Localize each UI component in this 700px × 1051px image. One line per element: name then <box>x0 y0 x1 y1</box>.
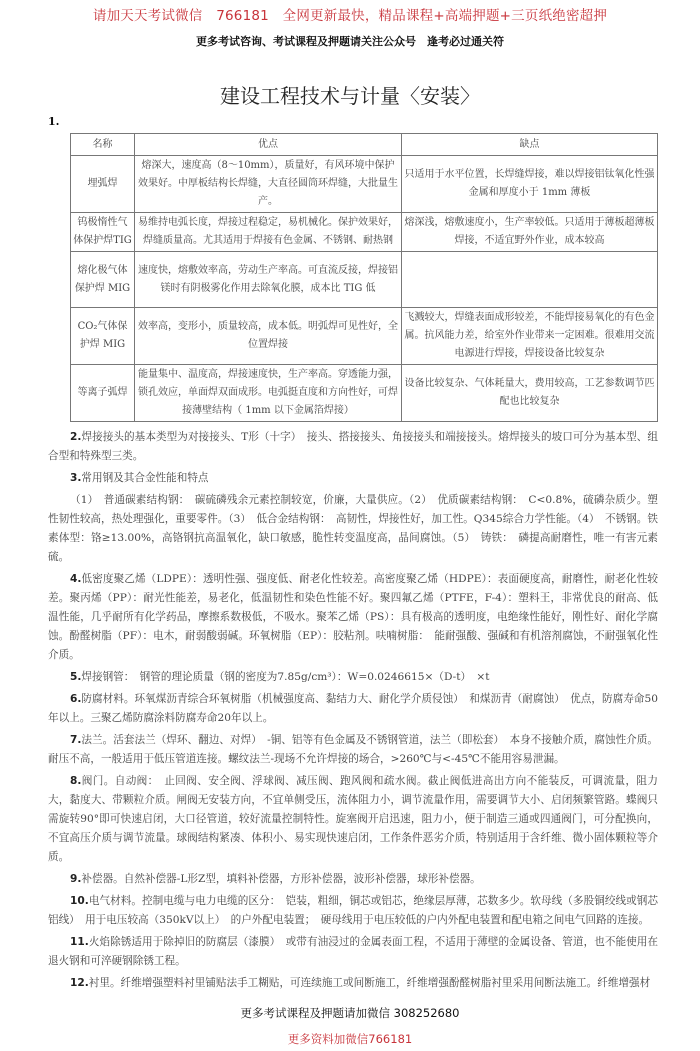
paragraph-10 <box>48 892 658 930</box>
cell-name: 熔化极气体保护焊 MIG <box>71 252 135 308</box>
question-number: 1. <box>48 115 60 128</box>
paragraph-number: 7. <box>70 734 82 746</box>
document-body <box>48 115 658 993</box>
paragraph-7 <box>48 731 658 769</box>
header-name: 名称 <box>71 134 135 156</box>
ad-banner-subscribe: 更多考试咨询、考试课程及押题请关注公众号 逢考必过通关符 <box>196 35 504 48</box>
paragraph-text: 补偿器。自然补偿器-L形Z型，填料补偿器，方形补偿器，波形补偿器，球形补偿器。 <box>81 873 481 885</box>
cell-pros: 易维持电弧长度，焊接过程稳定，易机械化。保护效果好，焊缝质量高。尤其适用于焊接有色金属、不锈钢、耐热钢 <box>135 213 402 252</box>
paragraph-2 <box>48 428 658 466</box>
cell-name: 等离子弧焊 <box>71 365 135 422</box>
paragraph-text: 法兰。活套法兰（焊环、翻边、对焊） -铜、铝等有色金属及不锈钢管道，法兰（即松套） 本身不接触介质，腐蚀性介质。耐压不高，一般适用于低压管道连接。螺纹法兰-现场不允许焊接的场合，>260℃与<-45℃不能用容易泄漏。 <box>48 734 658 765</box>
table-row <box>71 156 658 213</box>
paragraph-number: 6. <box>70 693 82 705</box>
paragraph-number: 9. <box>70 873 82 885</box>
paragraph-text: 常用钢及其合金性能和特点 <box>81 472 209 484</box>
cell-name: CO₂气体保护焊 MIG <box>71 308 135 365</box>
paragraph-text: （1） 普通碳素结构钢： 碳硫磷残余元素控制较宽，价廉，大量供应。（2） 优质碳素结构钢： C<0.8%，硫磷杂质少。塑性韧性较高，热处理强化，重要零件。（3） 低合金结构钢： 高韧性，焊接性好，加工性。Q345综合力学性能。（4） 不锈钢。铁素体型：铬≥13.00%，高铬钢抗高温氧化，缺口敏感，脆性转变温度高，晶间腐蚀。（5） 铸铁： 磷提高耐磨性，唯一有害元素硫。 <box>48 494 658 563</box>
paragraph-11 <box>48 933 658 971</box>
paragraph-number: 12. <box>70 977 89 989</box>
paragraph-text: 焊接钢管： 钢管的理论质量（钢的密度为7.85g/cm³）：W=0.0246615×（D-t） ×t <box>81 671 490 683</box>
paragraph-3-detail <box>48 491 658 567</box>
cell-pros: 速度快，熔敷效率高，劳动生产率高。可直流反接，焊接铝镁时有阴极雾化作用去除氧化膜，成本比 TIG 低 <box>135 252 402 308</box>
paragraph-text: 火焰除锈适用于除掉旧的防腐层（漆膜） 或带有油浸过的金属表面工程，不适用于薄壁的金属设备、管道，也不能使用在退火钢和可淬硬钢除锈工程。 <box>48 936 658 967</box>
paragraph-number: 11. <box>70 936 89 948</box>
table-row <box>71 252 658 308</box>
table-row <box>71 308 658 365</box>
table-row <box>71 213 658 252</box>
cell-cons <box>402 252 658 308</box>
paragraph-number: 3. <box>70 472 82 484</box>
paragraph-5 <box>48 668 658 687</box>
paragraph-number: 5. <box>70 671 82 683</box>
cell-cons: 熔深浅，熔敷速度小，生产率较低。只适用于薄板超薄板焊接，不适宜野外作业，成本较高 <box>402 213 658 252</box>
cell-pros: 熔深大，速度高（8～10mm），质量好，有风环境中保护效果好。中厚板结构长焊缝，大直径圆筒环焊缝，大批量生产。 <box>135 156 402 213</box>
cell-cons: 飞溅较大，焊缝表面成形较差，不能焊接易氧化的有色金属。抗风能力差，给室外作业带来一定困难。很难用交流电源进行焊接，焊接设备比较复杂 <box>402 308 658 365</box>
paragraph-3 <box>48 469 658 488</box>
document-title: 建设工程技术与计量〈安装〉 <box>220 84 480 108</box>
paragraph-number: 8. <box>70 775 82 787</box>
paragraph-text: 电气材料。控制电缆与电力电缆的区分： 铠装，粗细，铜芯或铝芯，绝缘层厚薄，芯数多少。软母线（多股铜绞线或钢芯铝线） 用于电压较高（350kV以上） 的户外配电装置； 硬母线用于电压较低的户内外配电装置和配电箱之间电气回路的连接。 <box>48 895 658 926</box>
header-pros: 优点 <box>135 134 402 156</box>
paragraph-6 <box>48 690 658 728</box>
cell-name: 钨极惰性气体保护焊TIG <box>71 213 135 252</box>
header-cons: 缺点 <box>402 134 658 156</box>
paragraph-text: 低密度聚乙烯（LDPE）：透明性强、强度低、耐老化性较差。高密度聚乙烯（HDPE）：表面硬度高，耐磨性，耐老化性较差。聚丙烯（PP）：耐光性能差，易老化，低温韧性和染色性能不好。聚四氟乙烯（PTFE，F-4）：塑料王，非常优良的耐高、低温性能，几乎耐所有化学药品，摩擦系数极低，不吸水。聚苯乙烯（PS）：具有极高的透明度，电绝缘性能好，刚性好、耐化学腐蚀。酚醛树脂（PF）：电木，耐弱酸弱碱。环氧树脂（EP）：胶粘剂。呋喃树脂： 能耐强酸、强碱和有机溶剂腐蚀，不耐强氧化性介质。 <box>48 573 658 661</box>
cell-pros: 效率高，变形小，质量较高，成本低。明弧焊可见性好，全位置焊接 <box>135 308 402 365</box>
paragraph-text: 焊接接头的基本类型为对接接头、T形（十字） 接头、搭接接头、角接接头和端接接头。熔焊接头的坡口可分为基本型、组合型和特殊型三类。 <box>48 431 658 462</box>
table-row <box>71 365 658 422</box>
paragraph-text: 阀门。自动阀： 止回阀、安全阀、浮球阀、减压阀、跑风阀和疏水阀。截止阀低进高出方向不能装反，可调流量，阻力大，黏度大、带颗粒介质。闸阀无安装方向，不宜单侧受压，流体阻力小，调节流量作用，需要调节大小、启闭频繁管路。蝶阀只需旋转90°即可快速启闭，大口径管道，较好流量控制特性。旋塞阀开启迅速，阻力小，便于制造三通或四通阀门，可分配换向，不宜高压介质与调节流量。球阀结构紧凑、体积小、易实现快速启闭，工作条件恶劣介质，特别适用于含纤维、微小固体颗粒等介质。 <box>48 775 658 863</box>
paragraph-text: 衬里。纤维增强塑料衬里铺贴法手工糊贴，可连续施工或间断施工，纤维增强酚醛树脂衬里采用间断法施工。纤维增强材 <box>88 977 651 989</box>
cell-cons: 只适用于水平位置，长焊缝焊接，难以焊接铝钛氧化性强金属和厚度小于 1mm 薄板 <box>402 156 658 213</box>
paragraph-4 <box>48 570 658 665</box>
ad-banner-red: 请加天天考试微信 766181 全网更新最快，精品课程+高端押题+三页纸绝密超押 <box>92 8 608 24</box>
paragraph-number: 2. <box>70 431 82 443</box>
table-header-row <box>71 134 658 156</box>
footer-wechat-courses: 更多考试课程及押题请加微信 308252680 <box>240 1006 460 1020</box>
paragraph-text: 防腐材料。环氧煤沥青综合环氧树脂（机械强度高、黏结力大、耐化学介质侵蚀） 和煤沥青（耐腐蚀） 优点，防腐寿命50年以上。三聚乙烯防腐涂料防腐寿命20年以上。 <box>48 693 658 724</box>
paragraph-number: 4. <box>70 573 82 585</box>
paragraph-8 <box>48 772 658 867</box>
cell-pros: 能量集中、温度高，焊接速度快，生产率高。穿透能力强，锁孔效应，单面焊双面成形。电弧挺直度和方向性好，可焊接薄壁结构（ 1mm 以下金属箔焊接） <box>135 365 402 422</box>
cell-name: 埋弧焊 <box>71 156 135 213</box>
paragraph-number: 10. <box>70 895 89 907</box>
paragraph-9 <box>48 870 658 889</box>
paragraph-12 <box>48 974 658 993</box>
cell-cons: 设备比较复杂、气体耗量大，费用较高，工艺参数调节匹配也比较复杂 <box>402 365 658 422</box>
footer-wechat-materials: 更多资料加微信766181 <box>287 1032 413 1046</box>
welding-comparison-table <box>70 133 658 422</box>
